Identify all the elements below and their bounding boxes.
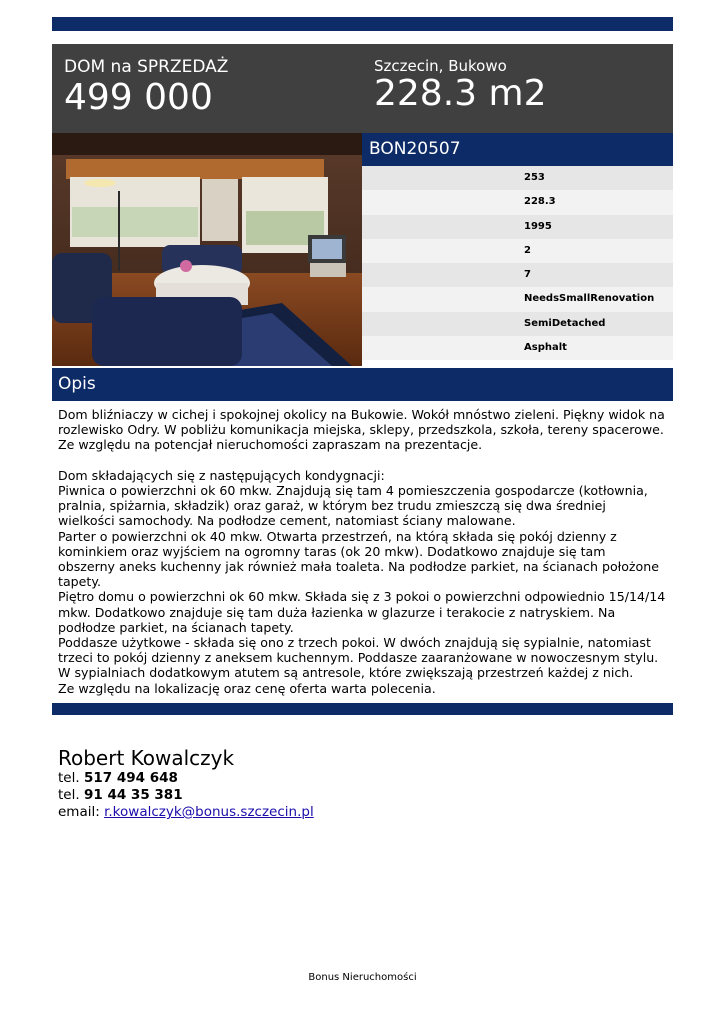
specs-table [362, 166, 673, 360]
agent-phone-2[interactable]: 91 44 35 381 [83, 787, 183, 803]
phone-line-2 [58, 787, 314, 804]
description-heading: Opis [52, 368, 673, 401]
email-label: email: [58, 804, 100, 820]
property-kind: DOM na SPRZEDAŻ [64, 57, 229, 77]
spec-row: 2 [362, 239, 673, 263]
top-accent-bar [52, 17, 673, 31]
property-price: 499 000 [64, 77, 213, 118]
listing-ref: BON20507 [362, 133, 673, 166]
footer-company: Bonus Nieruchomości [308, 972, 417, 983]
property-location: Szczecin, Bukowo [374, 57, 507, 75]
spec-row: 228.3 [362, 190, 673, 214]
spec-row: NeedsSmallRenovation [362, 287, 673, 311]
header-right [374, 56, 546, 114]
header-left [64, 56, 228, 118]
agent-email-link[interactable]: r.kowalczyk@bonus.szczecin.pl [104, 804, 314, 820]
listing-header [52, 44, 673, 133]
property-photo [52, 133, 362, 366]
email-line [58, 804, 314, 821]
bottom-accent-bar [52, 703, 673, 715]
spec-row: Asphalt [362, 336, 673, 360]
property-area: 228.3 m2 [374, 73, 547, 114]
agent-phone-1[interactable]: 517 494 648 [83, 770, 178, 786]
tel-label: tel. [58, 787, 80, 803]
agent-contact [58, 746, 314, 821]
spec-row: 1995 [362, 215, 673, 239]
spec-row: 7 [362, 263, 673, 287]
spec-row: 253 [362, 166, 673, 190]
spec-row: SemiDetached [362, 312, 673, 336]
tel-label: tel. [58, 770, 80, 786]
phone-line-1 [58, 770, 314, 787]
description-text: Dom bliźniaczy w cichej i spokojnej okolicy na Bukowie. Wokół mnóstwo zieleni. Piękny widok na rozlewisko Odry. W pobliżu komunikacja miejska, sklepy, przedszkola, szkoła, tereny spacerowe. Ze względu na potencjał nieruchomości zapraszam na prezentacje. Dom składających się z następujących kondygnacji: Piwnica o powierzchni ok 60 mkw. Znajdują się tam 4 pomieszczenia gospodarcze (kotłownia, pralnia, spiżarnia, składzik) oraz garaż, w którym bez trudu zmieszczą się dwa średniej wielkości samochody. Na podłodze cement, natomiast ściany malowane. Parter o powierzchni ok 40 mkw. Otwarta przestrzeń, na którą składa się pokój dzienny z kominkiem oraz wyjściem na ogromny taras (ok 20 mkw). Dodatkowo znajduje się tam obszerny aneks kuchenny jak również mała toaleta. Na podłodze parkiet, na ścianach położone tapety. Piętro domu o powierzchni ok 60 mkw. Składa się z 3 pokoi o powierzchni odpowiednio 15/14/14 mkw. Dodatkowo znajduje się tam duża łazienka w glazurze i terakocie z natryskiem. Na podłodze parkiet, na ścianach tapety. Poddasze użytkowe - składa się ono z trzech pokoi. W dwóch znajdują się sypialnie, natomiast trzeci to pokój dzienny z aneksem kuchennym. Poddasze zaaranżowane w nowoczesnym stylu. W sypialniach dodatkowym atutem są antresole, które zwiększają przestrzeń każdej z nich. Ze względu na lokalizację oraz cenę oferta warta polecenia. [58, 407, 666, 696]
agent-name: Robert Kowalczyk [58, 746, 235, 770]
